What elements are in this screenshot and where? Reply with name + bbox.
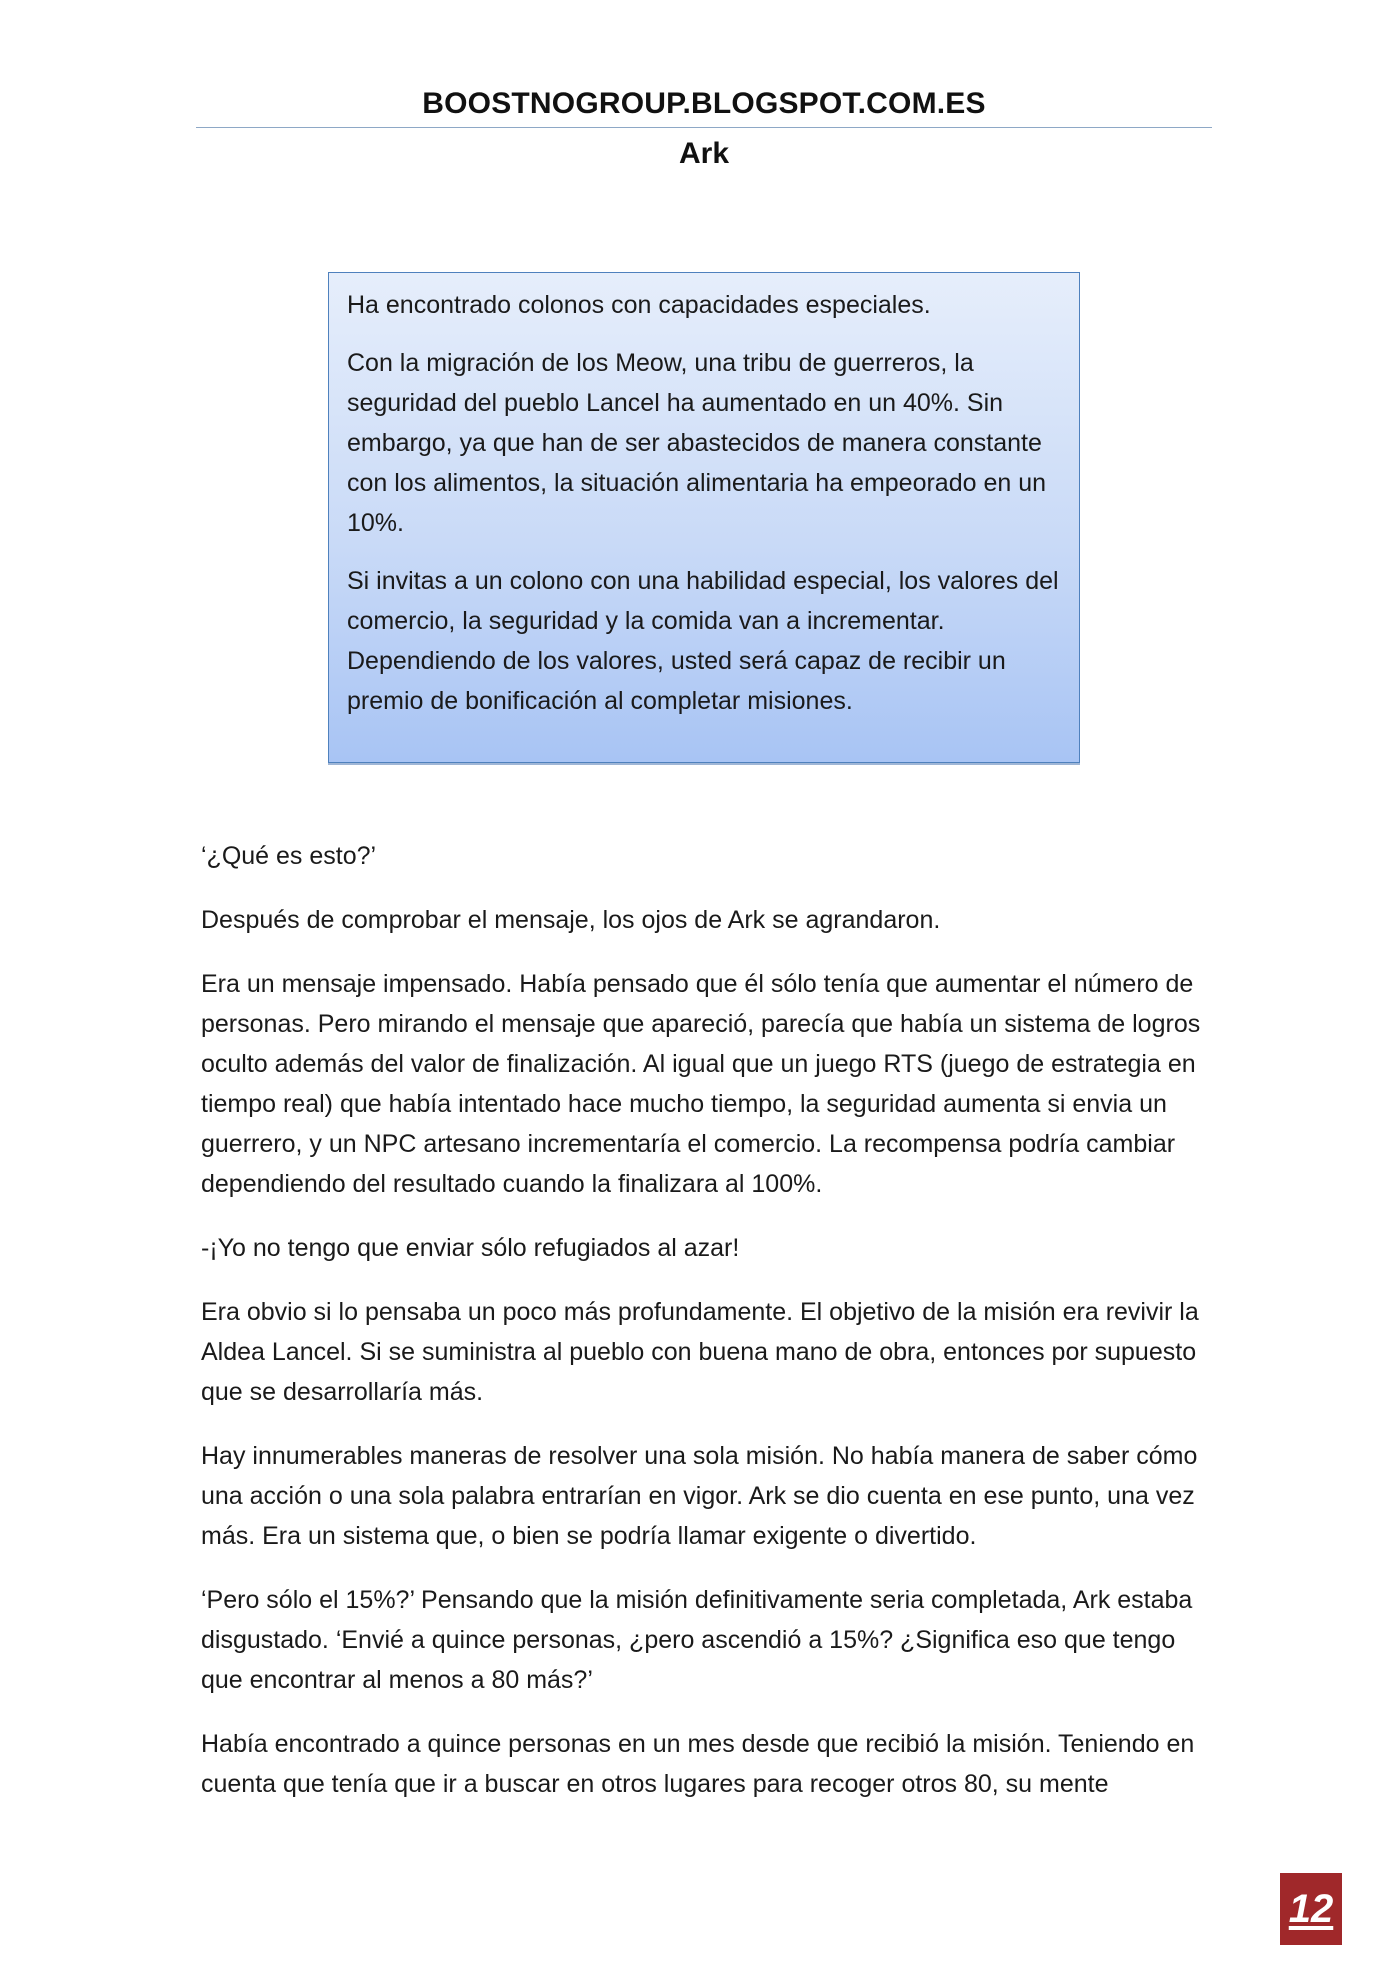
system-message-paragraph: Con la migración de los Meow, una tribu de guerreros, la seguridad del pueblo Lancel ha aumentado en un 40%. Sin embargo, ya que han de ser abastecidos de manera constante con los alimentos, la situación alimentaria ha empeorado en un 10%. — [347, 349, 1047, 537]
system-message-line: Ha encontrado colonos con capacidades especiales. — [347, 291, 931, 319]
body-paragraph: Era obvio si lo pensaba un poco más profundamente. El objetivo de la misión era revivir la Aldea Lancel. Si se suministra al pueblo con buena mano de obra, entonces por supuesto que se desarrollaría más. — [201, 1298, 1199, 1406]
body-paragraph: ‘Pero sólo el 15%?’ Pensando que la misión definitivamente seria completada, Ark estaba disgustado. ‘Envié a quince personas, ¿pero ascendió a 15%? ¿Significa eso que tengo que encontrar al menos a 80 más?’ — [201, 1586, 1193, 1694]
body-paragraph: Después de comprobar el mensaje, los ojos de Ark se agrandaron. — [201, 906, 941, 934]
system-message-paragraph: Si invitas a un colono con una habilidad especial, los valores del comercio, la seguridad y la comida van a incrementar. Dependiendo de los valores, usted será capaz de recibir un premio de bonificación al completar misiones. — [347, 567, 1059, 715]
chapter-title: Ark — [678, 137, 730, 170]
body-paragraph: -¡Yo no tengo que enviar sólo refugiados al azar! — [201, 1234, 740, 1262]
body-paragraph: Era un mensaje impensado. Había pensado que él sólo tenía que aumentar el número de personas. Pero mirando el mensaje que apareció, parecía que había un sistema de logros oculto además del valor de finalización. Al igual que un juego RTS (juego de estrategia en tiempo real) que había intentado hace mucho tiempo, la seguridad aumenta si envia un guerrero, y un NPC artesano incrementaría el comercio. La recompensa podría cambiar dependiendo del resultado cuando la finalizara al 100%. — [201, 970, 1201, 1198]
body-paragraph: Hay innumerables maneras de resolver una sola misión. No había manera de saber cómo una acción o una sola palabra entrarían en vigor. Ark se dio cuenta en ese punto, una vez más. Era un sistema que, o bien se podría llamar exigente o divertido. — [201, 1442, 1198, 1550]
body-paragraph: Había encontrado a quince personas en un mes desde que recibió la misión. Teniendo en cuenta que tenía que ir a buscar en otros lugares para recoger otros 80, su mente — [201, 1730, 1195, 1798]
header-divider — [196, 127, 1212, 128]
site-title: BOOSTNOGROUP.BLOGSPOT.COM.ES — [422, 87, 986, 120]
body-paragraph: ‘¿Qué es esto?’ — [201, 842, 377, 870]
page-number-badge — [1280, 1873, 1342, 1945]
page-header — [196, 84, 1212, 174]
system-message-box — [328, 272, 1080, 763]
page-number: 12 — [1288, 1887, 1334, 1931]
story-body — [201, 836, 1211, 1828]
